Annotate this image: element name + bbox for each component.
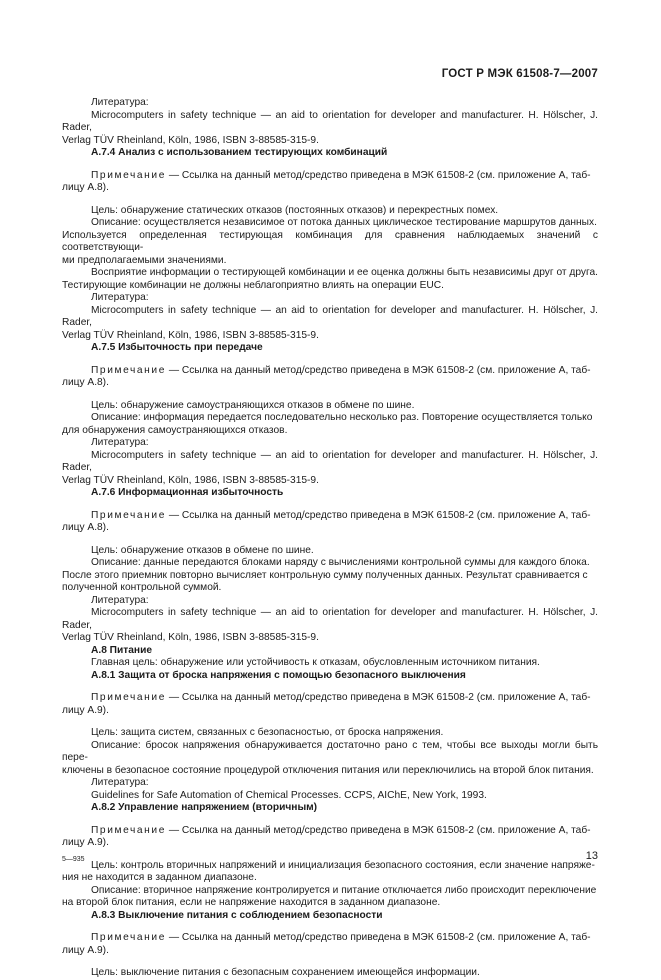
section-heading-a83: А.8.3 Выключение питания с соблюдением безопасности	[91, 909, 383, 921]
note-text: — Ссылка на данный метод/средство приведена в МЭК 61508-2 (см. приложение А, таб-	[168, 692, 591, 703]
goal-text: Цель: обнаружение самоустраняющихся отказов в обмене по шине.	[91, 399, 415, 411]
section-heading-a76: А.7.6 Информационная избыточность	[91, 487, 284, 498]
print-code: 5—935	[62, 856, 85, 863]
note-text: — Ссылка на данный метод/средство приведена в МЭК 61508-2 (см. приложение А, таб-	[168, 169, 591, 181]
note-line	[62, 932, 598, 945]
section-heading-a74: А.7.4 Анализ с использованием тестирующих комбинаций	[91, 147, 388, 158]
note-text: — Ссылка на данный метод/средство приведена в МЭК 61508-2 (см. приложение А, таб-	[168, 364, 591, 376]
note-word: Примечание	[91, 692, 166, 703]
goal-text: Цель: выключение питания с безопасным сохранением имеющейся информации.	[91, 967, 480, 978]
reference-line: Microcomputers in safety technique — an aid to orientation for developer and manufacturer. H. Hölscher, J. Rader,	[62, 449, 598, 473]
note-line	[62, 170, 598, 183]
note-word: Примечание	[91, 509, 166, 521]
section-heading-a82: А.8.2 Управление напряжением (вторичным)	[91, 802, 318, 813]
description-line: полученной контрольной суммой.	[62, 582, 222, 593]
reference-line: Verlag TÜV Rheinland, Köln, 1986, ISBN 3-88585-315-9.	[62, 474, 319, 486]
description-line: ми предполагаемыми значениями.	[62, 254, 227, 266]
note-word: Примечание	[91, 169, 166, 181]
reference-line: Microcomputers in safety technique — an aid to orientation for developer and manufacturer. H. Hölscher, J. Rader,	[62, 109, 598, 133]
note-word: Примечание	[91, 932, 166, 943]
description-line: Используется определенная тестирующая комбинация для сравнения наблюдаемых значений с соответствующи-	[62, 229, 598, 253]
literature-label: Литература:	[91, 777, 149, 788]
description-line: После этого приемник повторно вычисляет контрольную сумму полученных данных. Результат сравнивается с	[62, 569, 588, 581]
literature-label: Литература:	[91, 594, 149, 606]
description-line: Описание: информация передается последовательно несколько раз. Повторение осуществляется только	[91, 412, 593, 423]
literature-label: Литература:	[91, 437, 149, 448]
description-line: на второй блок питания, если не напряжение находится в заданном диапазоне.	[62, 897, 441, 908]
note-line	[62, 692, 598, 705]
section-heading-a81: А.8.1 Защита от броска напряжения с помощью безопасного выключения	[91, 669, 466, 681]
document-code-header: ГОСТ Р МЭК 61508-7—2007	[441, 68, 598, 80]
goal-text: Цель: защита систем, связанных с безопасностью, от броска напряжения.	[91, 727, 444, 738]
reference-line: Microcomputers in safety technique — an aid to orientation for developer and manufacturer. H. Hölscher, J. Rader,	[62, 607, 598, 631]
note-text: — Ссылка на данный метод/средство приведена в МЭК 61508-2 (см. приложение А, таб-	[168, 824, 591, 836]
note-text: — Ссылка на данный метод/средство приведена в МЭК 61508-2 (см. приложение А, таб-	[168, 932, 591, 943]
goal-text: Главная цель: обнаружение или устойчивость к отказам, обусловленным источником питания.	[91, 657, 540, 668]
page-number: 13	[585, 850, 598, 862]
reference-line: Microcomputers in safety technique — an aid to orientation for developer and manufacturer. H. Hölscher, J. Rader,	[62, 304, 598, 328]
reference-line: Guidelines for Safe Automation of Chemical Processes. CCPS, AIChE, New York, 1993.	[91, 789, 487, 801]
description-line: Описание: осуществляется независимое от потока данных циклическое тестирование маршрутов данных.	[91, 217, 597, 228]
description-line: ключены в безопасное состояние процедурой отключения питания или переключились на второй блок питания.	[62, 764, 594, 776]
goal-text: ния не находится в заданном диапазоне.	[62, 872, 257, 883]
description-line: Восприятие информации о тестирующей комбинации и ее оценка должны быть независимы друг от друга.	[91, 267, 598, 278]
note-line	[62, 510, 598, 523]
description-line: Описание: вторичное напряжение контролируется и питание отключается либо происходит переключение	[91, 884, 597, 896]
document-body	[62, 97, 598, 980]
note-tail: лицу А.9).	[62, 837, 109, 848]
note-line	[62, 365, 598, 378]
note-word: Примечание	[91, 364, 166, 376]
note-tail: лицу А.8).	[62, 522, 109, 533]
reference-line: Verlag TÜV Rheinland, Köln, 1986, ISBN 3-88585-315-9.	[62, 329, 319, 341]
literature-label: Литература:	[91, 292, 149, 303]
description-line: для обнаружения самоустраняющихся отказов.	[62, 424, 288, 436]
description-line: Описание: бросок напряжения обнаруживается достаточно рано с тем, чтобы все выходы могли быть пере-	[62, 739, 598, 763]
description-line: Тестирующие комбинации не должны неблагоприятно влиять на операции EUC.	[62, 279, 444, 291]
note-tail: лицу А.8).	[62, 377, 109, 388]
goal-text: Цель: обнаружение отказов в обмене по шине.	[91, 544, 314, 556]
description-line: Описание: данные передаются блоками наряду с вычислениями контрольной суммы для каждого блока.	[91, 557, 590, 568]
section-heading-a75: А.7.5 Избыточность при передаче	[91, 342, 263, 353]
note-line	[62, 825, 598, 838]
reference-line: Verlag TÜV Rheinland, Köln, 1986, ISBN 3-88585-315-9.	[62, 632, 319, 643]
note-word: Примечание	[91, 824, 166, 836]
note-text: — Ссылка на данный метод/средство приведена в МЭК 61508-2 (см. приложение А, таб-	[168, 509, 591, 521]
section-heading-a8: А.8 Питание	[91, 644, 153, 656]
goal-text: Цель: обнаружение статических отказов (постоянных отказов) и перекрестных помех.	[91, 204, 499, 216]
note-tail: лицу А.9).	[62, 704, 109, 716]
literature-label: Литература:	[91, 97, 149, 108]
reference-line: Verlag TÜV Rheinland, Köln, 1986, ISBN 3-88585-315-9.	[62, 134, 319, 146]
note-tail: лицу А.8).	[62, 182, 109, 193]
note-tail: лицу А.9).	[62, 944, 109, 956]
goal-text: Цель: контроль вторичных напряжений и инициализация безопасного состояния, если значение напряже-	[91, 859, 595, 871]
